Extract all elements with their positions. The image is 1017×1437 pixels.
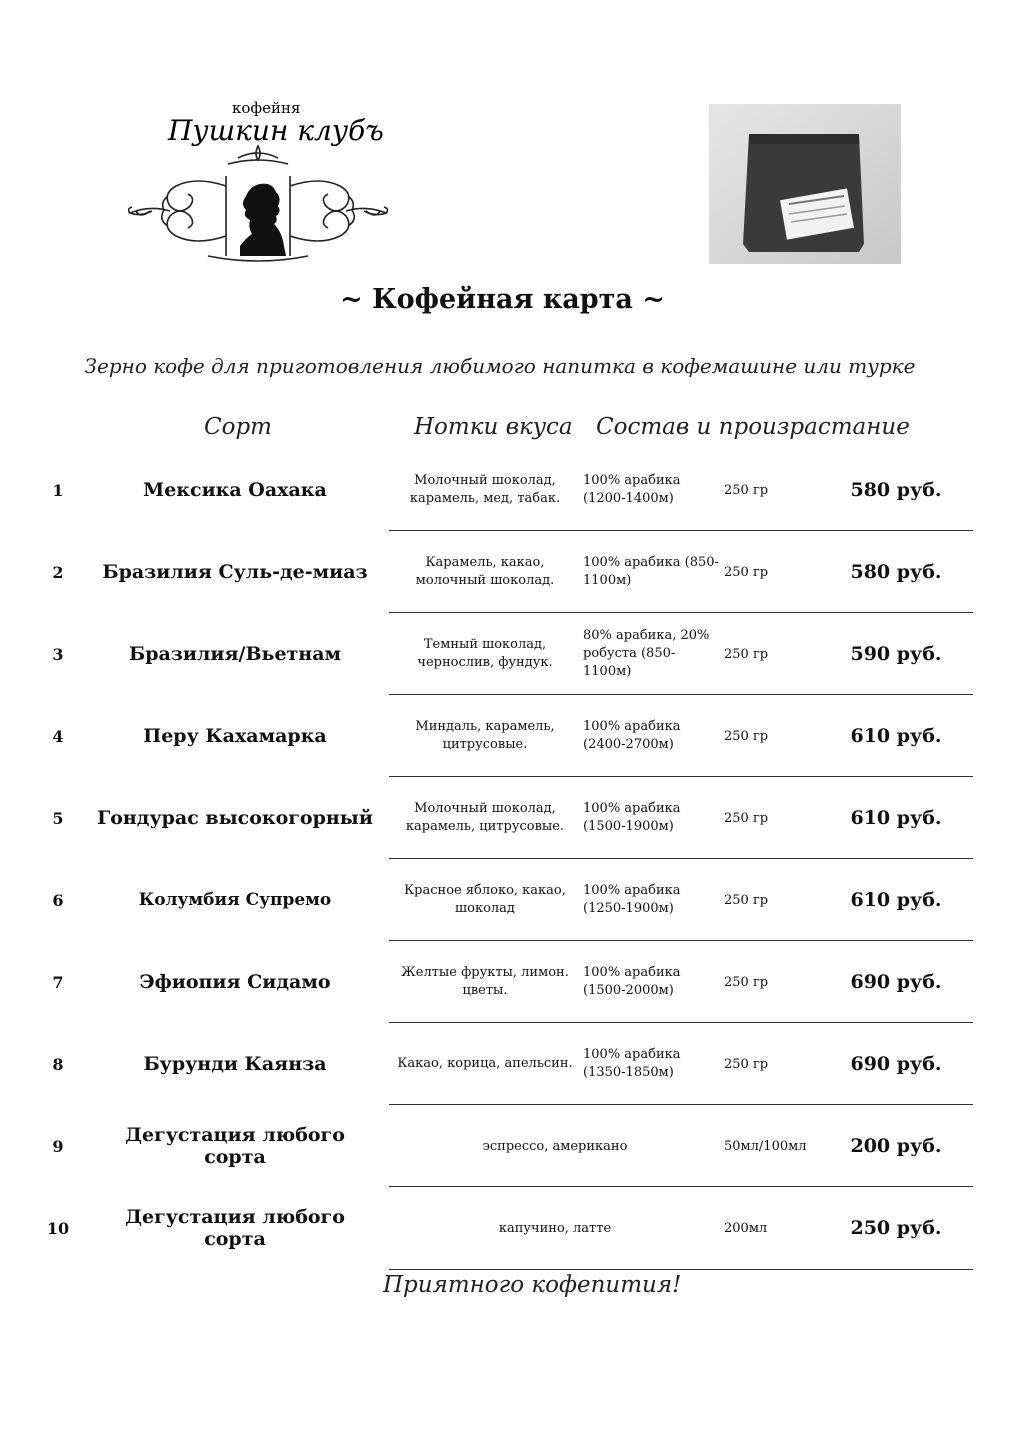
logo-main-text: Пушкин клубъ	[168, 114, 384, 147]
price: 590 руб.	[850, 643, 942, 665]
composition: 80% арабика, 20% робуста (850-1100м)	[583, 628, 710, 679]
taste-notes: Миндаль, карамель, цитрусовые.	[415, 719, 555, 752]
row-number: 5	[52, 808, 64, 828]
drink-options: эспрессо, американо	[482, 1138, 628, 1154]
price: 610 руб.	[850, 889, 942, 911]
menu-row	[0, 777, 1017, 859]
drink-options: капучино, латте	[498, 1220, 612, 1236]
price: 200 руб.	[850, 1135, 942, 1157]
menu-row	[0, 531, 1017, 613]
coffee-name: Гондурас высокогорный	[97, 807, 373, 829]
volume: 200мл	[724, 1220, 768, 1236]
menu-row	[0, 1187, 1017, 1269]
page-title: ~ Кофейная карта ~	[340, 284, 665, 315]
price: 580 руб.	[850, 479, 942, 501]
menu-row	[0, 1105, 1017, 1187]
row-number: 10	[46, 1218, 70, 1238]
menu-row	[0, 859, 1017, 941]
taste-notes: Красное яблоко, какао, шоколад	[404, 883, 566, 916]
composition: 100% арабика (1250-1900м)	[583, 883, 681, 916]
coffee-name: Дегустация любого сорта	[125, 1206, 345, 1250]
silhouette-icon	[240, 184, 286, 256]
weight: 250 гр	[724, 1056, 769, 1072]
taste-notes: Желтые фрукты, лимон. цветы.	[401, 965, 569, 998]
menu-row	[0, 449, 1017, 531]
logo-top-text: кофейня	[232, 99, 301, 117]
price: 580 руб.	[850, 561, 942, 583]
menu-row	[0, 941, 1017, 1023]
weight: 250 гр	[724, 646, 769, 662]
row-number: 8	[52, 1054, 64, 1074]
row-number: 2	[52, 562, 64, 582]
price: 610 руб.	[850, 725, 942, 747]
coffee-name: Эфиопия Сидамо	[139, 971, 331, 993]
composition: 100% арабика (1500-1900м)	[583, 801, 681, 834]
taste-notes: Молочный шоколад, карамель, мед, табак.	[409, 473, 561, 506]
composition: 100% арабика (850-1100м)	[583, 555, 719, 588]
page-subtitle: Зерно кофе для приготовления любимого напитка в кофемашине или турке	[84, 354, 916, 378]
price: 690 руб.	[850, 1053, 942, 1075]
weight: 250 гр	[724, 482, 769, 498]
weight: 250 гр	[724, 564, 769, 580]
composition: 100% арабика (1350-1850м)	[583, 1047, 681, 1080]
coffee-name: Колумбия Супремо	[138, 890, 332, 910]
row-divider	[389, 1269, 973, 1270]
row-number: 9	[52, 1136, 64, 1156]
row-number: 4	[52, 726, 64, 746]
composition: 100% арабика (2400-2700м)	[583, 719, 681, 752]
price: 610 руб.	[850, 807, 942, 829]
coffee-name: Дегустация любого сорта	[125, 1124, 345, 1168]
coffee-name: Бразилия Суль-де-миаз	[102, 561, 368, 583]
footer-text: Приятного кофепития!	[383, 1272, 682, 1298]
row-number: 6	[52, 890, 64, 910]
header-sort: Сорт	[204, 414, 272, 440]
taste-notes: Карамель, какао, молочный шоколад.	[415, 555, 555, 588]
row-number: 1	[52, 480, 64, 500]
weight: 250 гр	[724, 810, 769, 826]
taste-notes: Темный шоколад, чернослив, фундук.	[417, 637, 553, 670]
weight: 250 гр	[724, 892, 769, 908]
composition: 100% арабика (1200-1400м)	[583, 473, 681, 506]
weight: 250 гр	[724, 974, 769, 990]
taste-notes: Молочный шоколад, карамель, цитрусовые.	[405, 801, 565, 834]
menu-row	[0, 695, 1017, 777]
header-notes: Нотки вкуса	[414, 414, 573, 440]
coffee-name: Мексика Оахака	[143, 479, 327, 501]
menu-row	[0, 1023, 1017, 1105]
row-number: 3	[52, 644, 64, 664]
header-composition: Состав и произрастание	[596, 414, 910, 440]
coffee-name: Перу Кахамарка	[143, 725, 327, 747]
coffee-name: Бразилия/Вьетнам	[128, 643, 342, 665]
row-number: 7	[52, 972, 64, 992]
cafe-logo	[128, 96, 388, 266]
taste-notes: Какао, корица, апельсин.	[397, 1056, 573, 1071]
menu-row	[0, 613, 1017, 695]
price: 250 руб.	[850, 1217, 942, 1239]
coffee-bag-photo	[709, 104, 901, 264]
coffee-name: Бурунди Каянза	[143, 1053, 327, 1075]
weight: 250 гр	[724, 728, 769, 744]
volume: 50мл/100мл	[724, 1138, 807, 1154]
price: 690 руб.	[850, 971, 942, 993]
composition: 100% арабика (1500-2000м)	[583, 965, 681, 998]
